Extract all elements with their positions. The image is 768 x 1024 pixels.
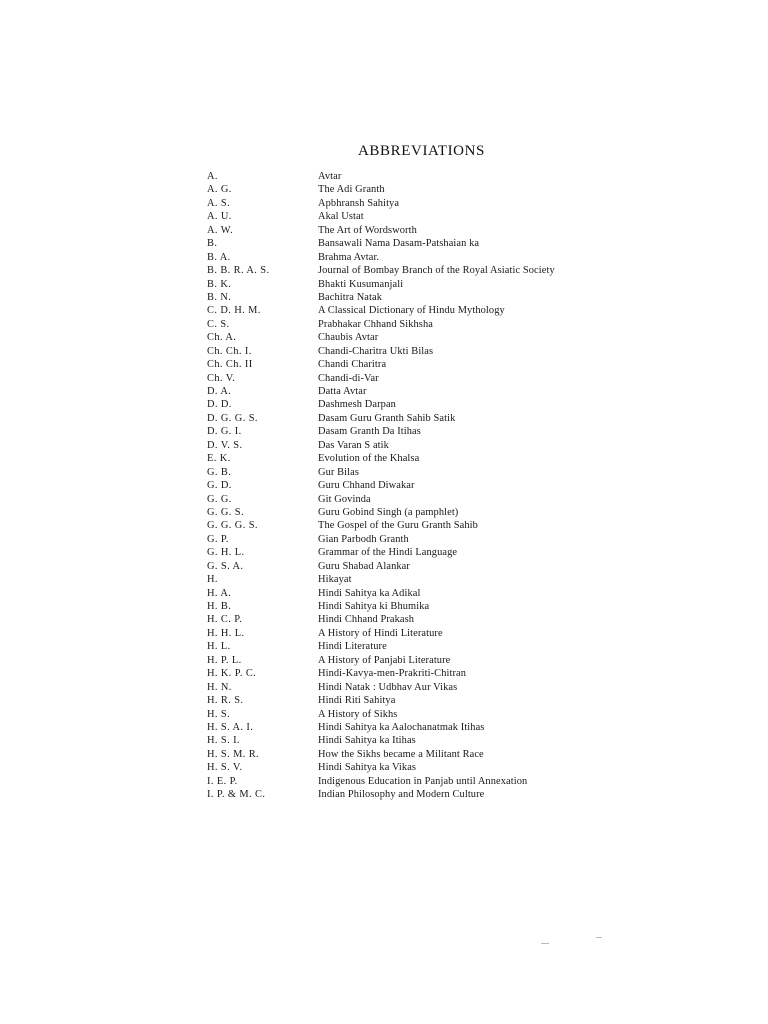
abbreviation-row xyxy=(207,734,637,747)
abbreviation-expansion: Datta Avtar xyxy=(318,386,367,397)
abbreviation-code: D. G. I. xyxy=(207,426,242,438)
abbreviation-code: Ch. Ch. II xyxy=(207,359,253,371)
abbreviation-row xyxy=(207,681,637,694)
abbreviation-row xyxy=(207,761,637,774)
abbreviation-expansion: Chandi-Charitra Ukti Bilas xyxy=(318,345,434,357)
abbreviation-code: D. A. xyxy=(207,386,232,397)
abbreviation-row xyxy=(207,358,637,371)
abbreviation-code: B. A. xyxy=(207,251,231,263)
page-title xyxy=(0,143,768,160)
abbreviation-expansion: Gian Parbodh Granth xyxy=(318,533,409,545)
abbreviation-code: B. N. xyxy=(207,291,232,303)
abbreviation-row xyxy=(207,412,637,425)
abbreviation-expansion: Hindi Natak : Udbhav Aur Vikas xyxy=(318,681,458,693)
abbreviation-expansion: Guru Chhand Diwakar xyxy=(318,480,415,492)
abbreviation-expansion: Hindi Chhand Prakash xyxy=(318,614,415,626)
abbreviation-expansion: Akal Ustat xyxy=(318,211,364,223)
abbreviation-expansion: Hindi Sahitya ka Aalochanatmak Itihas xyxy=(318,721,485,733)
abbreviation-expansion: Chaubis Avtar xyxy=(318,332,379,344)
abbreviation-expansion: Das Varan S atik xyxy=(318,439,389,451)
abbreviation-code: H. S. I. xyxy=(207,735,240,747)
abbreviation-expansion: Brahma Avtar. xyxy=(318,251,380,263)
abbreviation-row xyxy=(207,237,637,250)
abbreviation-row xyxy=(207,466,637,479)
abbreviation-expansion: Apbhransh Sahitya xyxy=(318,197,400,209)
abbreviation-expansion: Hindi Sahitya ka Adikal xyxy=(318,587,421,599)
abbreviation-row xyxy=(207,613,637,626)
abbreviation-code: D. G. G. S. xyxy=(207,412,258,424)
abbreviation-code: D. V. S. xyxy=(207,439,243,451)
abbreviation-code: H. S. V. xyxy=(207,762,243,774)
abbreviation-expansion: Indian Philosophy and Modern Culture xyxy=(318,789,485,801)
abbreviation-code: I. E. P. xyxy=(207,775,238,787)
scan-mark xyxy=(596,937,602,938)
abbreviation-expansion: Bhakti Kusumanjali xyxy=(318,278,404,290)
abbreviation-code: H. C. P. xyxy=(207,614,243,626)
abbreviation-expansion: Chandi Charitra xyxy=(318,359,387,371)
abbreviation-code: H. S. M. R. xyxy=(207,748,260,760)
abbreviation-code: C. D. H. M. xyxy=(207,305,261,317)
scan-mark xyxy=(541,943,549,944)
abbreviation-code: H. N. xyxy=(207,681,232,693)
abbreviation-code: A. W. xyxy=(207,224,233,236)
abbreviation-expansion: Indigenous Education in Panjab until Annexation xyxy=(318,775,528,787)
abbreviation-row xyxy=(207,439,637,452)
abbreviation-row xyxy=(207,775,637,788)
abbreviation-code: H. xyxy=(207,574,218,586)
abbreviation-row xyxy=(207,170,637,183)
abbreviation-row xyxy=(207,197,637,210)
abbreviation-row xyxy=(207,224,637,237)
abbreviation-code: E. K. xyxy=(207,453,231,465)
abbreviation-row xyxy=(207,506,637,519)
abbreviation-row xyxy=(207,627,637,640)
abbreviation-row xyxy=(207,251,637,264)
abbreviation-code: G. B. xyxy=(207,466,232,478)
abbreviation-expansion: Guru Shabad Alankar xyxy=(318,560,410,572)
page-title-text: ABBREVIATIONS xyxy=(358,143,485,159)
abbreviation-code: B. K. xyxy=(207,278,232,290)
abbreviation-expansion: Dasam Granth Da Itihas xyxy=(318,426,421,438)
abbreviation-expansion: Prabhakar Chhand Sikhsha xyxy=(318,318,433,330)
abbreviation-expansion: Hindi-Kavya-men-Prakriti-Chitran xyxy=(318,668,467,680)
abbreviation-code: A. U. xyxy=(207,211,232,223)
abbreviation-row xyxy=(207,493,637,506)
abbreviation-code: G. H. L. xyxy=(207,547,245,559)
abbreviation-row xyxy=(207,519,637,532)
abbreviation-row xyxy=(207,291,637,304)
abbreviation-row xyxy=(207,600,637,613)
abbreviation-expansion: A History of Hindi Literature xyxy=(318,627,443,639)
abbreviation-row xyxy=(207,372,637,385)
abbreviation-code: H. H. L. xyxy=(207,627,245,639)
abbreviation-expansion: Dasam Guru Granth Sahib Satik xyxy=(318,412,456,424)
abbreviation-code: H. S. A. I. xyxy=(207,721,254,733)
abbreviation-row xyxy=(207,210,637,223)
abbreviation-code: G. G. S. xyxy=(207,506,244,518)
abbreviation-code: H. L. xyxy=(207,641,231,653)
abbreviation-expansion: Grammar of the Hindi Language xyxy=(318,547,458,559)
abbreviation-row xyxy=(207,694,637,707)
abbreviation-expansion: Hindi Literature xyxy=(318,641,387,653)
abbreviation-row xyxy=(207,560,637,573)
abbreviation-expansion: Hikayat xyxy=(318,574,352,586)
abbreviation-row xyxy=(207,748,637,761)
abbreviation-row xyxy=(207,425,637,438)
abbreviation-code: I. P. & M. C. xyxy=(207,789,266,801)
abbreviation-expansion: Bachitra Natak xyxy=(318,291,383,303)
abbreviation-code: G. S. A. xyxy=(207,560,244,572)
abbreviation-row xyxy=(207,331,637,344)
abbreviation-row xyxy=(207,533,637,546)
abbreviation-list xyxy=(207,170,637,802)
abbreviation-code: H. K. P. C. xyxy=(207,668,257,680)
abbreviation-row xyxy=(207,667,637,680)
abbreviation-expansion: Hindi Sahitya ka Vikas xyxy=(318,762,417,774)
abbreviation-code: Ch. V. xyxy=(207,372,236,384)
abbreviation-row xyxy=(207,304,637,317)
abbreviation-row xyxy=(207,345,637,358)
abbreviation-row xyxy=(207,278,637,291)
abbreviation-row xyxy=(207,264,637,277)
abbreviation-row xyxy=(207,640,637,653)
abbreviation-expansion: Gur Bilas xyxy=(318,466,360,478)
abbreviation-code: H. B. xyxy=(207,601,232,612)
abbreviation-expansion: A Classical Dictionary of Hindu Mythology xyxy=(318,305,505,317)
abbreviation-row xyxy=(207,183,637,196)
abbreviation-row xyxy=(207,385,637,398)
abbreviation-code: C. S. xyxy=(207,318,230,330)
abbreviation-expansion: A History of Panjabi Literature xyxy=(318,654,451,666)
abbreviation-expansion: How the Sikhs became a Militant Race xyxy=(318,748,484,760)
abbreviation-code: B. B. R. A. S. xyxy=(207,265,270,277)
abbreviation-expansion: Git Govinda xyxy=(318,493,371,505)
abbreviation-expansion: Evolution of the Khalsa xyxy=(318,453,420,465)
abbreviation-expansion: The Art of Wordsworth xyxy=(318,224,417,236)
abbreviation-code: A. xyxy=(207,171,218,182)
abbreviation-row xyxy=(207,479,637,492)
abbreviation-row xyxy=(207,318,637,331)
abbreviation-expansion: Dashmesh Darpan xyxy=(318,399,396,411)
abbreviation-expansion: Hindi Sahitya ka Itihas xyxy=(318,735,416,747)
abbreviation-row xyxy=(207,708,637,721)
abbreviation-expansion: The Gospel of the Guru Granth Sahib xyxy=(318,520,478,532)
abbreviation-code: H. S. xyxy=(207,708,231,720)
abbreviation-row xyxy=(207,546,637,559)
abbreviation-expansion: Chandi-di-Var xyxy=(318,372,379,384)
abbreviation-row xyxy=(207,398,637,411)
abbreviation-code: H. R. S. xyxy=(207,695,244,707)
abbreviation-code: G. D. xyxy=(207,480,232,492)
abbreviation-code: A. S. xyxy=(207,197,231,209)
abbreviation-row xyxy=(207,452,637,465)
abbreviation-expansion: The Adi Granth xyxy=(318,184,385,196)
abbreviation-code: B. xyxy=(207,238,218,250)
abbreviation-code: Ch. A. xyxy=(207,332,237,344)
abbreviation-code: G. P. xyxy=(207,533,229,545)
abbreviation-expansion: Hindi Riti Sahitya xyxy=(318,695,396,707)
abbreviation-code: D. D. xyxy=(207,399,232,411)
abbreviation-row xyxy=(207,721,637,734)
abbreviation-expansion: Guru Gobind Singh (a pamphlet) xyxy=(318,506,459,518)
abbreviation-code: H. A. xyxy=(207,587,232,599)
abbreviation-row xyxy=(207,788,637,801)
abbreviation-code: A. G. xyxy=(207,184,232,196)
abbreviation-row xyxy=(207,573,637,586)
abbreviation-expansion: Bansawali Nama Dasam-Patshaian ka xyxy=(318,238,480,250)
abbreviation-code: G. G. G. S. xyxy=(207,520,258,532)
abbreviation-code: Ch. Ch. I. xyxy=(207,345,252,357)
abbreviation-row xyxy=(207,654,637,667)
abbreviation-expansion: Avtar xyxy=(318,171,342,182)
abbreviation-expansion: Journal of Bombay Branch of the Royal Asiatic Society xyxy=(318,265,555,277)
abbreviation-code: H. P. L. xyxy=(207,654,242,666)
abbreviation-code: G. G. xyxy=(207,493,232,505)
abbreviation-expansion: A History of Sikhs xyxy=(318,708,398,720)
abbreviation-expansion: Hindi Sahitya ki Bhumika xyxy=(318,601,430,612)
abbreviation-row xyxy=(207,587,637,600)
